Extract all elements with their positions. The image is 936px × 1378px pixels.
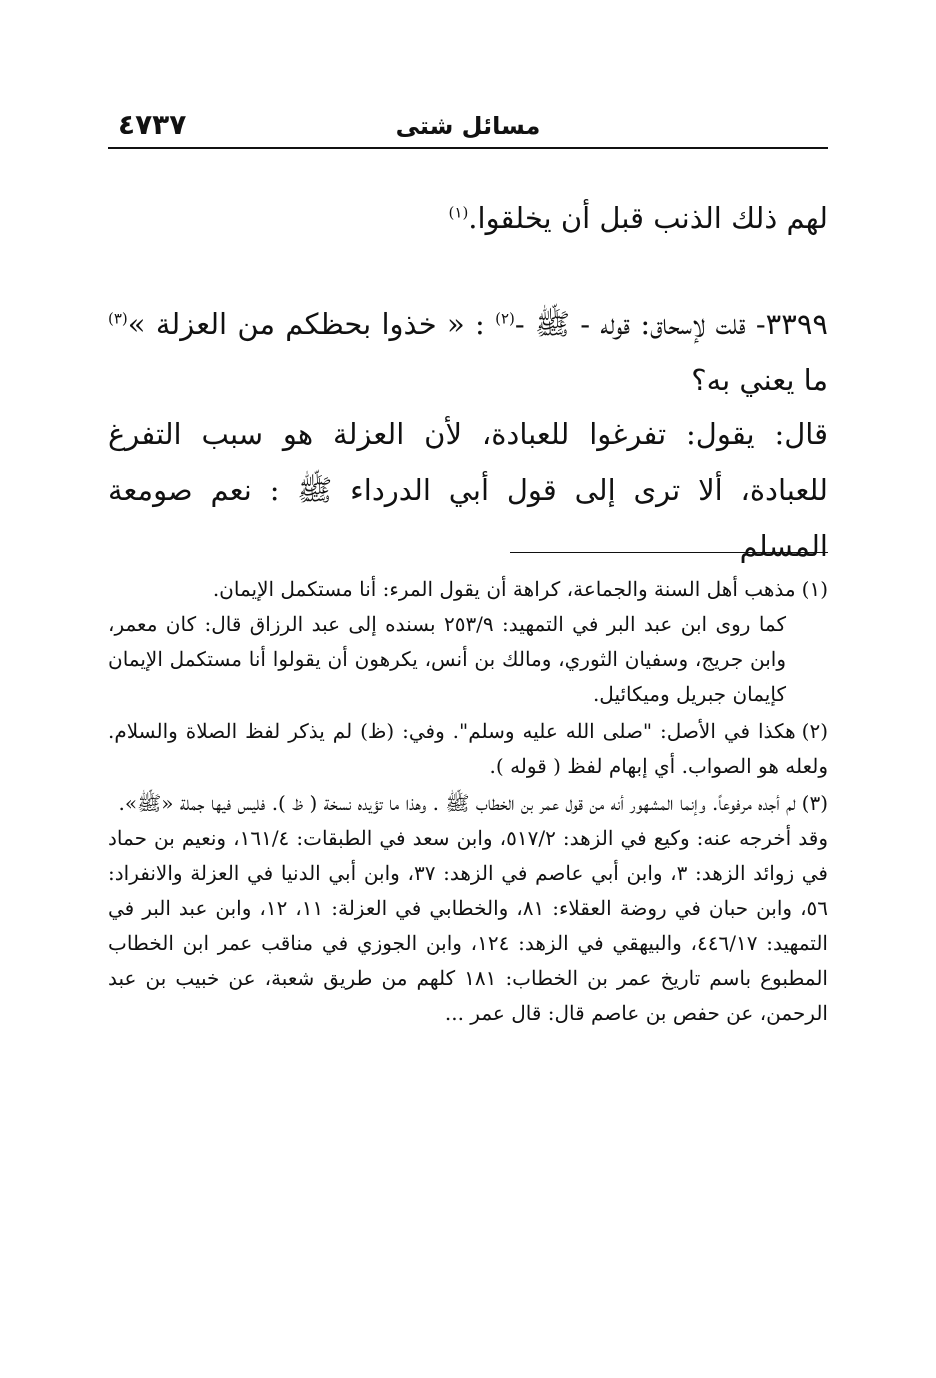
running-title: مسائل شتى [395, 112, 541, 140]
footnote-ref-3: (٣) [108, 309, 128, 328]
question-paragraph: ٣٣٩٩- قلت لإسحاق: قوله - ﷺ -$^{(٢)}$ : « خذوا بحظكم من العزلة »$^{(٣)}$ ما يعني به؟ [108, 307, 828, 397]
header-rule [108, 147, 828, 149]
page-header [108, 108, 828, 146]
footnote-2: (٢)هكذا في الأصل: "صلى الله عليه وسلم". وفي: (ظ) لم يذكر لفظ الصلاة والسلام. ولعله هو الصواب. أي إبهام لفظ ( قوله ). [108, 719, 828, 778]
page-number: ٤٧٣٧ [118, 108, 187, 141]
main-line-1: لهم ذلك الذنب قبل أن يخلقوا.$^{(١)}$ [448, 201, 828, 235]
answer-paragraph: قال: يقول: تفرغوا للعبادة، لأن العزلة هو سبب التفرغ للعبادة، ألا ترى إلى قول أبي الدرداء ﷺ : نعم صومعة المسلم [108, 417, 828, 563]
paragraph-number: ٣٣٩٩- [755, 307, 828, 341]
footnote-ref-1: (١) [448, 203, 469, 222]
footnotes [108, 572, 828, 1031]
footnote-3-continuation: وقد أخرجه عنه: وكيع في الزهد: ٥١٧/٢، وابن سعد في الطبقات: ١٦١/٤، ونعيم بن حماد في زوائد الزهد: ٣، وابن أبي عاصم في الزهد: ٣٧، وابن أبي الدنيا في العزلة والانفراد: ٥٦، وابن حبان في روضة العقلاء: ٨١، والخطابي في العزلة: ١١، ١٢، وابن عبد البر في التمهيد: ٤٤٦/١٧، والبيهقي في الزهد: ١٢٤، وابن الجوزي في مناقب عمر ابن الخطاب المطبوع باسم تاريخ عمر بن الخطاب: ١٨١ كلهم من طريق شعبة، عن خبيب بن عبد الرحمن، عن حفص بن عاصم قال: قال عمر ... [108, 826, 829, 1025]
footnote-3: (٣)لم أجده مرفوعاً. وإنما المشهور أنه من قول عمر بن الخطاب ﷺ . وهذا ما تؤيده نسخة ( ظ ). فليس فيها جملة «ﷺ». [118, 791, 828, 815]
footnote-1: (١)مذهب أهل السنة والجماعة، كراهة أن يقول المرء: أنا مستكمل الإيمان. [212, 577, 828, 601]
footnote-ref-2: (٢) [495, 309, 515, 328]
footnote-separator [510, 552, 828, 553]
footnote-1-continuation: كما روى ابن عبد البر في التمهيد: ٢٥٣/٩ بسنده إلى عبد الرزاق قال: كان معمر، وابن جريج، وسفيان الثوري، ومالك بن أنس، يكرهون أن يقولوا أنا مستكمل الإيمان كإيمان جبريل وميكائيل. [108, 612, 786, 706]
